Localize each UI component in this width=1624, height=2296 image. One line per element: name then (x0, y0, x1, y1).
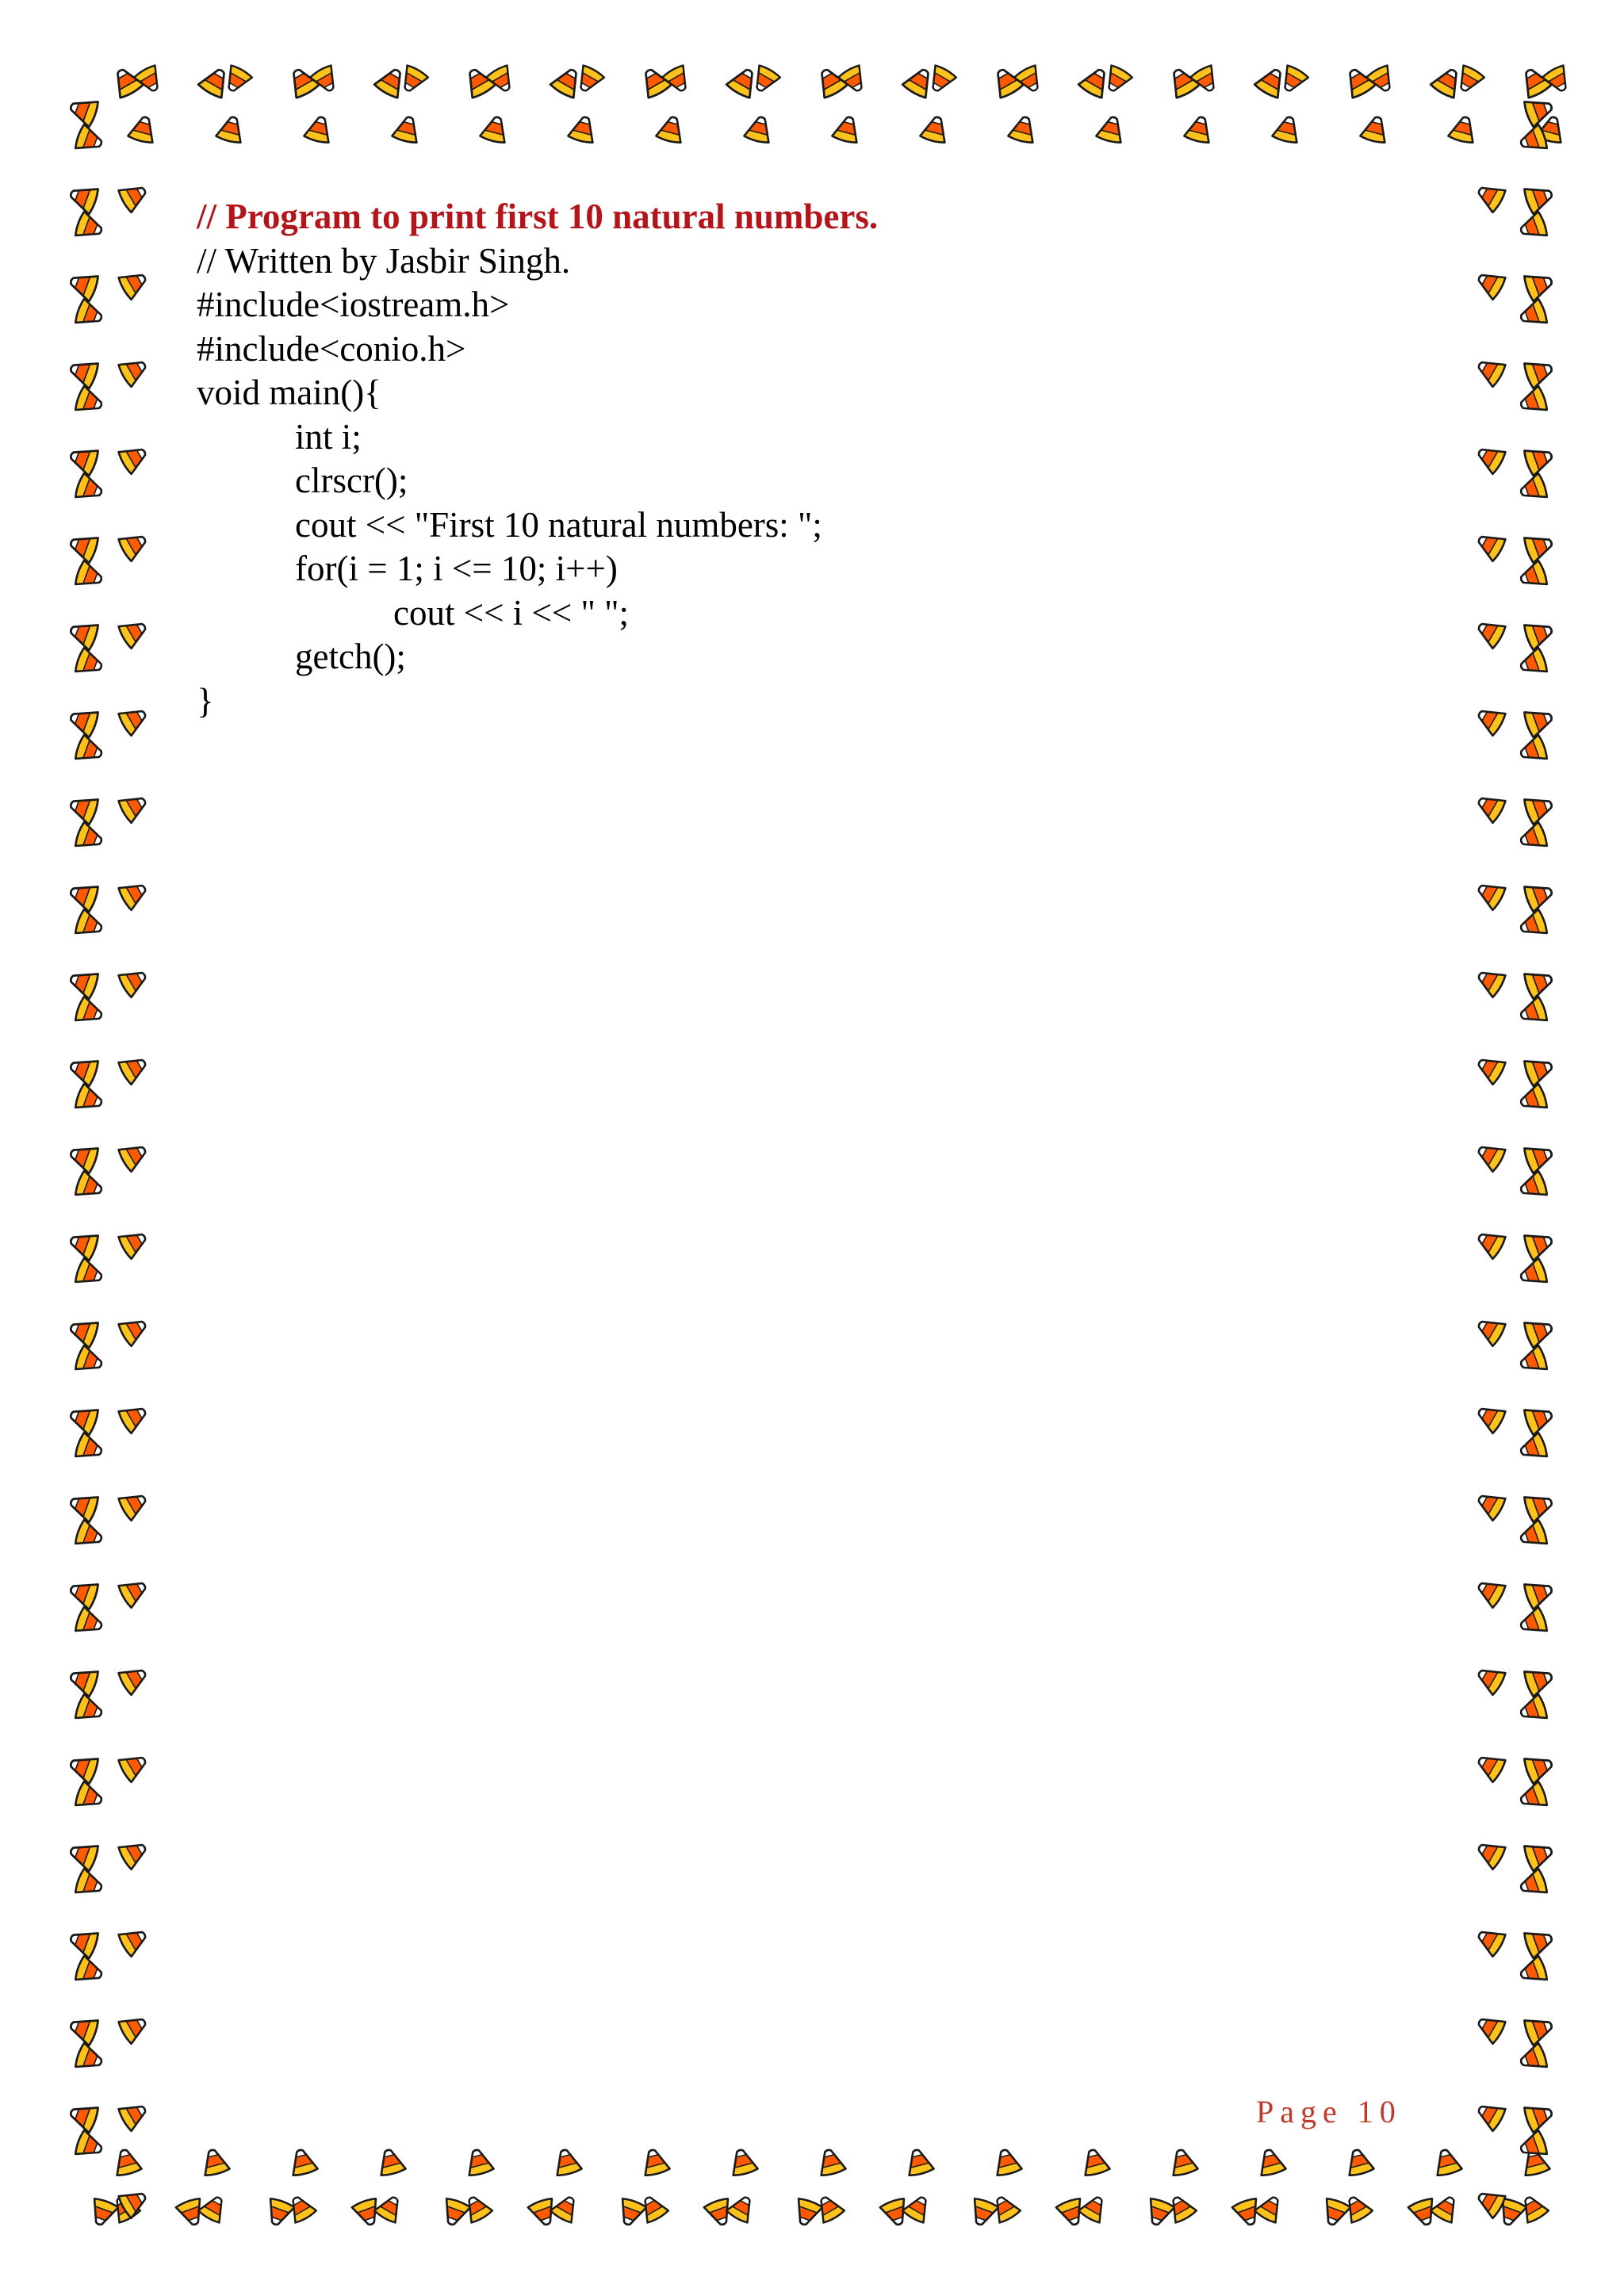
candy-corn-icon (1522, 1663, 1556, 1697)
candy-corn-icon (262, 2197, 295, 2229)
candy-corn-icon (639, 2147, 670, 2177)
candy-corn-icon (550, 64, 585, 100)
candy-corn-icon (1473, 2185, 1507, 2219)
candy-corn-icon (1522, 355, 1556, 389)
candy-corn-icon (117, 266, 151, 300)
candy-corn-icon (1517, 1345, 1549, 1377)
candy-corn-icon (1517, 385, 1549, 418)
candy-corn-icon (1522, 1489, 1556, 1523)
candy-corn-icon (485, 64, 518, 96)
candy-corn-icon (1473, 1400, 1507, 1434)
candy-corn-icon (1522, 1838, 1556, 1872)
candy-corn-icon (902, 2192, 934, 2224)
candy-corn-icon (1078, 2192, 1110, 2224)
candy-corn-icon (1008, 114, 1039, 144)
candy-corn-icon (67, 1140, 100, 1174)
candy-corn-icon (1473, 1836, 1507, 1870)
candy-corn-icon (726, 64, 761, 100)
candy-corn-icon (117, 877, 151, 911)
candy-corn-icon (67, 1838, 100, 1872)
candy-corn-icon (1184, 114, 1215, 144)
candy-corn-icon (1167, 2147, 1198, 2177)
candy-corn-icon (67, 530, 100, 564)
candy-corn-icon (920, 114, 951, 144)
candy-corn-icon (67, 2099, 100, 2133)
candy-corn-icon (1522, 1227, 1556, 1261)
candy-corn-icon (1522, 617, 1556, 651)
candy-corn-icon (117, 1923, 151, 1957)
candy-corn-icon (67, 1227, 100, 1261)
candy-corn-icon (1473, 2011, 1507, 2045)
candy-corn-icon (74, 473, 105, 505)
candy-corn-icon (1522, 1751, 1556, 1785)
candy-corn-icon (1542, 64, 1574, 96)
candy-corn-icon (74, 1781, 105, 1813)
candy-corn-icon (287, 2147, 318, 2177)
candy-corn-icon (1522, 1402, 1556, 1436)
candy-corn-icon (396, 64, 429, 96)
candy-corn-icon (1522, 268, 1556, 302)
candy-corn-icon (1517, 1606, 1549, 1639)
candy-corn-icon (439, 2197, 471, 2229)
candy-corn-icon (67, 268, 100, 302)
candy-corn-icon (111, 2147, 142, 2177)
candy-corn-icon (74, 996, 105, 1028)
candy-corn-icon (74, 211, 105, 243)
code-line: #include<conio.h> (197, 328, 466, 369)
candy-corn-icon (749, 64, 781, 96)
candy-corn-icon (1473, 964, 1507, 998)
candy-corn-icon (74, 385, 105, 418)
candy-corn-icon (74, 1955, 105, 1988)
candy-corn-icon (1143, 2197, 1175, 2229)
candy-corn-icon (1473, 441, 1507, 475)
candy-corn-icon (1522, 1140, 1556, 1174)
candy-corn-icon (197, 2192, 230, 2224)
candy-corn-icon (1473, 354, 1507, 388)
candy-corn-icon (74, 2042, 105, 2075)
candy-corn-icon (117, 528, 151, 562)
candy-corn-icon (1473, 1749, 1507, 1783)
candy-corn-icon (1473, 2098, 1507, 2132)
candy-corn-icon (74, 1170, 105, 1203)
candy-corn-icon (117, 702, 151, 737)
candy-corn-icon (1365, 64, 1398, 96)
candy-corn-icon (1517, 560, 1549, 592)
candy-corn-icon (1343, 2147, 1374, 2177)
candy-corn-icon (1473, 179, 1507, 213)
candy-corn-icon (1522, 878, 1556, 913)
candy-corn-icon (1522, 530, 1556, 564)
candy-corn-icon (1473, 877, 1507, 911)
candy-corn-icon (67, 1053, 100, 1087)
candy-corn-icon (1517, 647, 1549, 679)
candy-corn-icon (1517, 1170, 1549, 1203)
candy-corn-icon (117, 1487, 151, 1521)
code-line: getch(); (295, 637, 406, 676)
candy-corn-icon (304, 114, 335, 144)
candy-corn-icon (128, 114, 159, 144)
candy-corn-icon (74, 1257, 105, 1290)
candy-corn-icon (1431, 2147, 1462, 2177)
candy-corn-icon (573, 64, 605, 96)
candy-corn-icon (117, 1662, 151, 1696)
candy-corn-icon (74, 909, 105, 941)
candy-corn-icon (1517, 1519, 1549, 1552)
candy-corn-icon (67, 1925, 100, 1959)
candy-corn-icon (991, 2147, 1022, 2177)
code-line: // Written by Jasbir Singh. (197, 240, 571, 281)
candy-corn-icon (1473, 702, 1507, 737)
candy-corn-icon (74, 647, 105, 679)
candy-corn-icon (1517, 2042, 1549, 2075)
candy-corn-icon (74, 1606, 105, 1639)
candy-corn-icon (67, 355, 100, 389)
candy-corn-icon (1522, 791, 1556, 825)
candy-corn-icon (67, 2012, 100, 2046)
candy-corn-icon (903, 2147, 934, 2177)
candy-corn-icon (117, 1400, 151, 1434)
code-line: int i; (295, 416, 362, 457)
code-line: cout << "First 10 natural numbers: "; (295, 504, 822, 545)
candy-corn-icon (550, 2192, 582, 2224)
candy-corn-icon (375, 2147, 406, 2177)
candy-corn-icon (74, 124, 105, 156)
candy-corn-icon (1517, 473, 1549, 505)
code-line: #include<iostream.h> (197, 285, 510, 324)
candy-corn-icon (117, 354, 151, 388)
candy-corn-icon (1255, 2147, 1286, 2177)
candy-corn-icon (1522, 2099, 1556, 2133)
candy-corn-icon (74, 821, 105, 854)
candy-corn-icon (1448, 114, 1479, 144)
candy-corn-icon (117, 441, 151, 475)
candy-corn-icon (1473, 1226, 1507, 1260)
candy-corn-icon (1517, 996, 1549, 1028)
candy-corn-icon (117, 2098, 151, 2132)
candy-corn-icon (67, 1402, 100, 1436)
candy-corn-icon (1101, 64, 1133, 96)
candy-corn-icon (74, 2130, 105, 2162)
candy-corn-icon (74, 560, 105, 592)
candy-corn-icon (1522, 704, 1556, 738)
code-line: cout << i << " "; (393, 592, 629, 633)
candy-corn-icon (1517, 1693, 1549, 1726)
candy-corn-icon (67, 181, 100, 215)
candy-corn-icon (1522, 1314, 1556, 1349)
candy-corn-icon (117, 1313, 151, 1347)
candy-corn-icon (117, 1051, 151, 1085)
candy-corn-icon (791, 2197, 823, 2229)
candy-corn-icon (1522, 2012, 1556, 2046)
candy-corn-icon (1517, 1432, 1549, 1464)
candy-corn-icon (133, 64, 166, 96)
candy-corn-icon (117, 615, 151, 649)
candy-corn-icon (74, 734, 105, 767)
candy-corn-icon (117, 1138, 151, 1173)
candy-corn-icon (967, 2197, 999, 2229)
candy-corn-icon (1277, 64, 1309, 96)
candy-corn-icon (1517, 821, 1549, 854)
candy-corn-icon (74, 1432, 105, 1464)
candy-corn-icon (373, 2192, 406, 2224)
candy-corn-icon (1453, 64, 1485, 96)
code-body (197, 239, 1465, 724)
candy-corn-icon (1473, 528, 1507, 562)
candy-corn-icon (1522, 966, 1556, 1000)
candy-corn-icon (1517, 1781, 1549, 1813)
candy-corn-icon (309, 64, 342, 96)
candy-corn-icon (74, 1868, 105, 1900)
candy-corn-icon (1473, 615, 1507, 649)
code-line: clrscr(); (295, 461, 408, 500)
candy-corn-icon (727, 2147, 758, 2177)
candy-corn-icon (1013, 64, 1046, 96)
candy-corn-icon (373, 64, 409, 100)
candy-corn-icon (1517, 1955, 1549, 1988)
candy-corn-icon (117, 1226, 151, 1260)
candy-corn-icon (67, 94, 100, 128)
candy-corn-icon (67, 1314, 100, 1349)
candy-corn-icon (1473, 1662, 1507, 1696)
candy-corn-icon (197, 64, 233, 100)
code-line: for(i = 1; i <= 10; i++) (295, 549, 618, 588)
candy-corn-icon (67, 878, 100, 913)
candy-corn-icon (568, 114, 599, 144)
candy-corn-icon (1522, 181, 1556, 215)
candy-corn-icon (67, 966, 100, 1000)
candy-corn-icon (1079, 2147, 1110, 2177)
candy-corn-icon (1473, 1313, 1507, 1347)
candy-corn-icon (726, 2192, 758, 2224)
candy-corn-icon (67, 442, 100, 476)
candy-corn-icon (1522, 1576, 1556, 1610)
candy-corn-icon (117, 179, 151, 213)
candy-corn-icon (1473, 1138, 1507, 1173)
candy-corn-icon (117, 1749, 151, 1783)
candy-corn-icon (551, 2147, 582, 2177)
candy-corn-icon (925, 64, 957, 96)
candy-corn-icon (392, 114, 423, 144)
candy-corn-icon (1522, 442, 1556, 476)
candy-corn-icon (74, 1083, 105, 1115)
candy-corn-icon (1473, 1051, 1507, 1085)
candy-corn-icon (67, 617, 100, 651)
candy-corn-icon (1473, 1575, 1507, 1609)
candy-corn-icon (1517, 211, 1549, 243)
candy-corn-icon (661, 64, 694, 96)
candy-corn-icon (656, 114, 687, 144)
candy-corn-icon (1473, 1923, 1507, 1957)
candy-corn-icon (480, 114, 511, 144)
candy-corn-icon (1189, 64, 1222, 96)
candy-corn-icon (744, 114, 775, 144)
candy-corn-icon (67, 1489, 100, 1523)
candy-corn-icon (220, 64, 253, 96)
candy-corn-icon (1430, 64, 1465, 100)
candy-corn-icon (67, 1576, 100, 1610)
candy-corn-icon (1319, 2197, 1351, 2229)
candy-corn-icon (117, 964, 151, 998)
candy-corn-icon (199, 2147, 230, 2177)
candy-corn-icon (1522, 1053, 1556, 1087)
candy-corn-icon (1522, 1925, 1556, 1959)
candy-corn-icon (902, 64, 937, 100)
candy-corn-icon (117, 1836, 151, 1870)
page-number: Page 10 (1256, 2094, 1402, 2130)
candy-corn-icon (1272, 114, 1303, 144)
code-line: void main(){ (197, 373, 381, 412)
candy-corn-icon (1517, 734, 1549, 767)
candy-corn-icon (216, 114, 247, 144)
candy-corn-icon (67, 1751, 100, 1785)
candy-corn-icon (1254, 64, 1289, 100)
candy-corn-icon (74, 1693, 105, 1726)
candy-corn-icon (1430, 2192, 1462, 2224)
candy-corn-icon (117, 2011, 151, 2045)
candy-corn-icon (1517, 1868, 1549, 1900)
candy-corn-icon (1473, 266, 1507, 300)
candy-corn-icon (74, 1519, 105, 1552)
candy-corn-icon (1078, 64, 1113, 100)
candy-corn-icon (1473, 790, 1507, 824)
candy-corn-icon (615, 2197, 647, 2229)
candy-corn-icon (117, 790, 151, 824)
candy-corn-icon (837, 64, 870, 96)
code-title: // Program to print first 10 natural numbers. (197, 197, 879, 236)
candy-corn-icon (1517, 909, 1549, 941)
candy-corn-icon (1517, 1257, 1549, 1290)
candy-corn-icon (74, 298, 105, 331)
candy-corn-icon (1254, 2192, 1286, 2224)
candy-corn-icon (74, 1345, 105, 1377)
candy-corn-icon (67, 791, 100, 825)
candy-corn-icon (117, 1575, 151, 1609)
candy-corn-icon (1473, 1487, 1507, 1521)
code-line: } (197, 680, 214, 721)
candy-corn-icon (67, 704, 100, 738)
candy-corn-icon (1096, 114, 1127, 144)
candy-corn-icon (86, 2197, 119, 2229)
candy-corn-icon (832, 114, 863, 144)
candy-corn-icon (815, 2147, 846, 2177)
code-listing (197, 195, 1465, 723)
candy-corn-icon (463, 2147, 494, 2177)
candy-corn-icon (1360, 114, 1391, 144)
candy-corn-icon (1517, 298, 1549, 331)
candy-corn-icon (1517, 1083, 1549, 1115)
candy-corn-icon (67, 1663, 100, 1697)
